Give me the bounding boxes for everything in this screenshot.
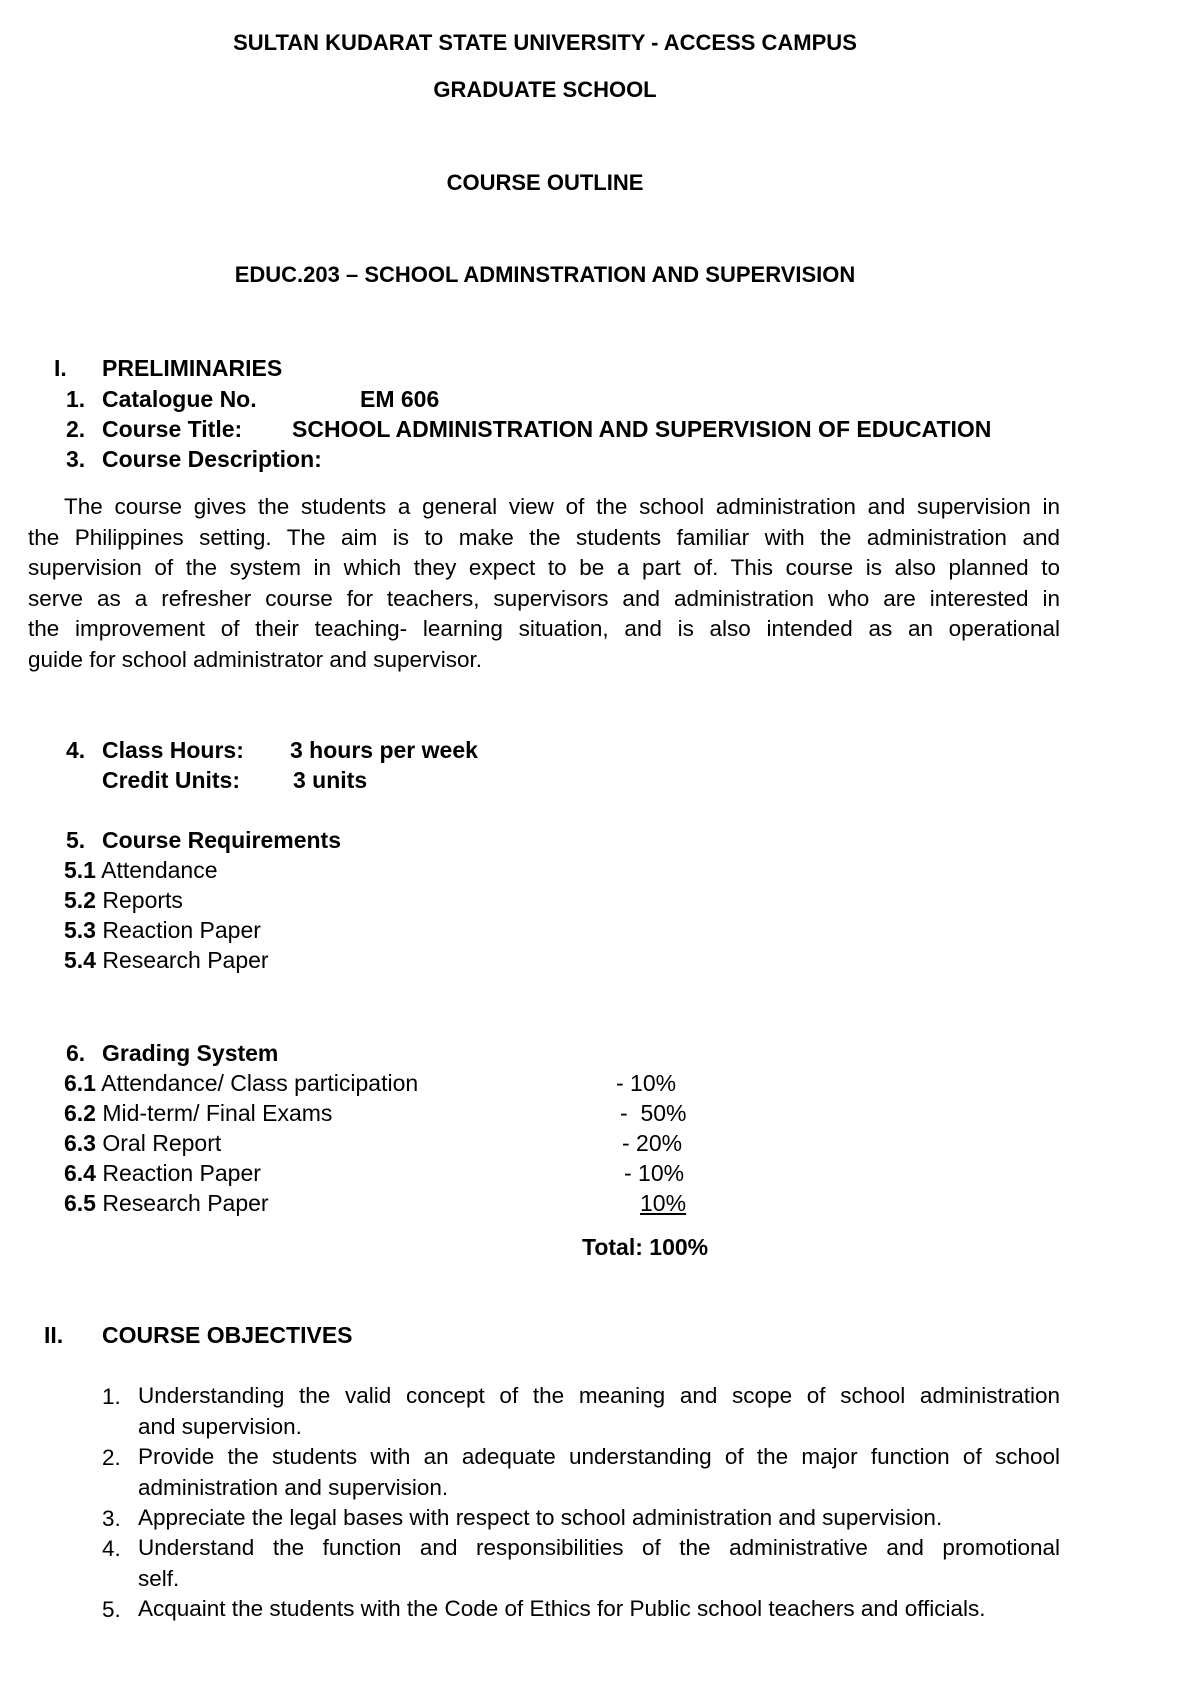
grading-weight: - 10% xyxy=(624,1160,685,1186)
grading-item: 6.4 Reaction Paper xyxy=(64,1160,261,1186)
document-type: COURSE OUTLINE xyxy=(446,170,644,195)
objective-number: 2. xyxy=(102,1445,121,1470)
objective-item: Understanding the valid concept of the meaning and scope of school administration and supervision. xyxy=(138,1383,1060,1439)
grading-total: Total: 100% xyxy=(582,1234,709,1260)
course-description-text xyxy=(28,492,1060,675)
requirements-title: Course Requirements xyxy=(102,827,342,853)
objective-item: Understand the function and responsibilities of the administrative and promotional self. xyxy=(138,1535,1060,1591)
catalogue-value: EM 606 xyxy=(360,386,440,412)
class-hours-num: 4. xyxy=(66,737,86,763)
grading-num: 6. xyxy=(66,1040,86,1066)
description-line: serve as a refresher course for teachers, supervisors and administration who are interested in xyxy=(28,585,1060,611)
credit-units-value: 3 units xyxy=(293,767,368,793)
section-2-numeral: II. xyxy=(44,1322,64,1348)
section-2-title: COURSE OBJECTIVES xyxy=(102,1322,353,1348)
objective-number: 5. xyxy=(102,1597,121,1622)
section-1-numeral: I. xyxy=(54,355,67,381)
objective-number: 1. xyxy=(102,1384,121,1409)
description-line: guide for school administrator and supervisor. xyxy=(28,646,482,672)
description-line: the improvement of their teaching- learning situation, and is also intended as an operational xyxy=(28,616,1060,641)
grading-weight: - 10% xyxy=(616,1070,677,1096)
grading-weight: - 50% xyxy=(620,1100,687,1126)
catalogue-number-label-num: 1. xyxy=(66,386,86,412)
section-1-title: PRELIMINARIES xyxy=(102,355,283,381)
class-hours-label: Class Hours: xyxy=(102,737,244,763)
grading-item: 6.5 Research Paper xyxy=(64,1190,269,1216)
requirement-item: 5.4 Research Paper xyxy=(64,947,269,973)
description-line: supervision of the system in which they expect to be a part of. This course is also planned to xyxy=(28,555,1060,580)
requirement-item: 5.3 Reaction Paper xyxy=(64,917,261,943)
grading-item: 6.1 Attendance/ Class participation xyxy=(64,1070,419,1096)
course-title-label: Course Title: xyxy=(102,416,243,442)
requirement-item: 5.2 Reports xyxy=(64,887,183,913)
requirements-num: 5. xyxy=(66,827,86,853)
objective-item: Acquaint the students with the Code of Ethics for Public school teachers and officials. xyxy=(138,1596,986,1621)
objective-item: Appreciate the legal bases with respect to school administration and supervision. xyxy=(138,1505,943,1530)
grading-weight: 10% xyxy=(640,1190,687,1216)
school-name: GRADUATE SCHOOL xyxy=(433,77,657,102)
grading-item: 6.2 Mid-term/ Final Exams xyxy=(64,1100,333,1126)
objective-item: Provide the students with an adequate understanding of the major function of school administration and supervision. xyxy=(138,1444,1060,1500)
catalogue-label: Catalogue No. xyxy=(102,386,257,412)
class-hours-value: 3 hours per week xyxy=(290,737,478,763)
objective-number: 4. xyxy=(102,1536,121,1561)
grading-weight: - 20% xyxy=(622,1130,683,1156)
course-description-num: 3. xyxy=(66,446,86,472)
course-code-title: EDUC.203 – SCHOOL ADMINSTRATION AND SUPERVISION xyxy=(234,262,856,287)
university-name: SULTAN KUDARAT STATE UNIVERSITY - ACCESS CAMPUS xyxy=(233,30,857,55)
credit-units-label: Credit Units: xyxy=(102,767,240,793)
requirement-item: 5.1 Attendance xyxy=(64,857,218,883)
grading-item: 6.3 Oral Report xyxy=(64,1130,222,1156)
course-title-num: 2. xyxy=(66,416,86,442)
course-title-value: SCHOOL ADMINISTRATION AND SUPERVISION OF EDUCATION xyxy=(292,416,992,442)
description-line: the Philippines setting. The aim is to make the students familiar with the administration and xyxy=(28,524,1060,550)
description-line: The course gives the students a general view of the school administration and supervision in xyxy=(64,494,1060,519)
grading-title: Grading System xyxy=(102,1040,279,1066)
objective-number: 3. xyxy=(102,1506,121,1531)
course-description-label: Course Description: xyxy=(102,446,322,472)
